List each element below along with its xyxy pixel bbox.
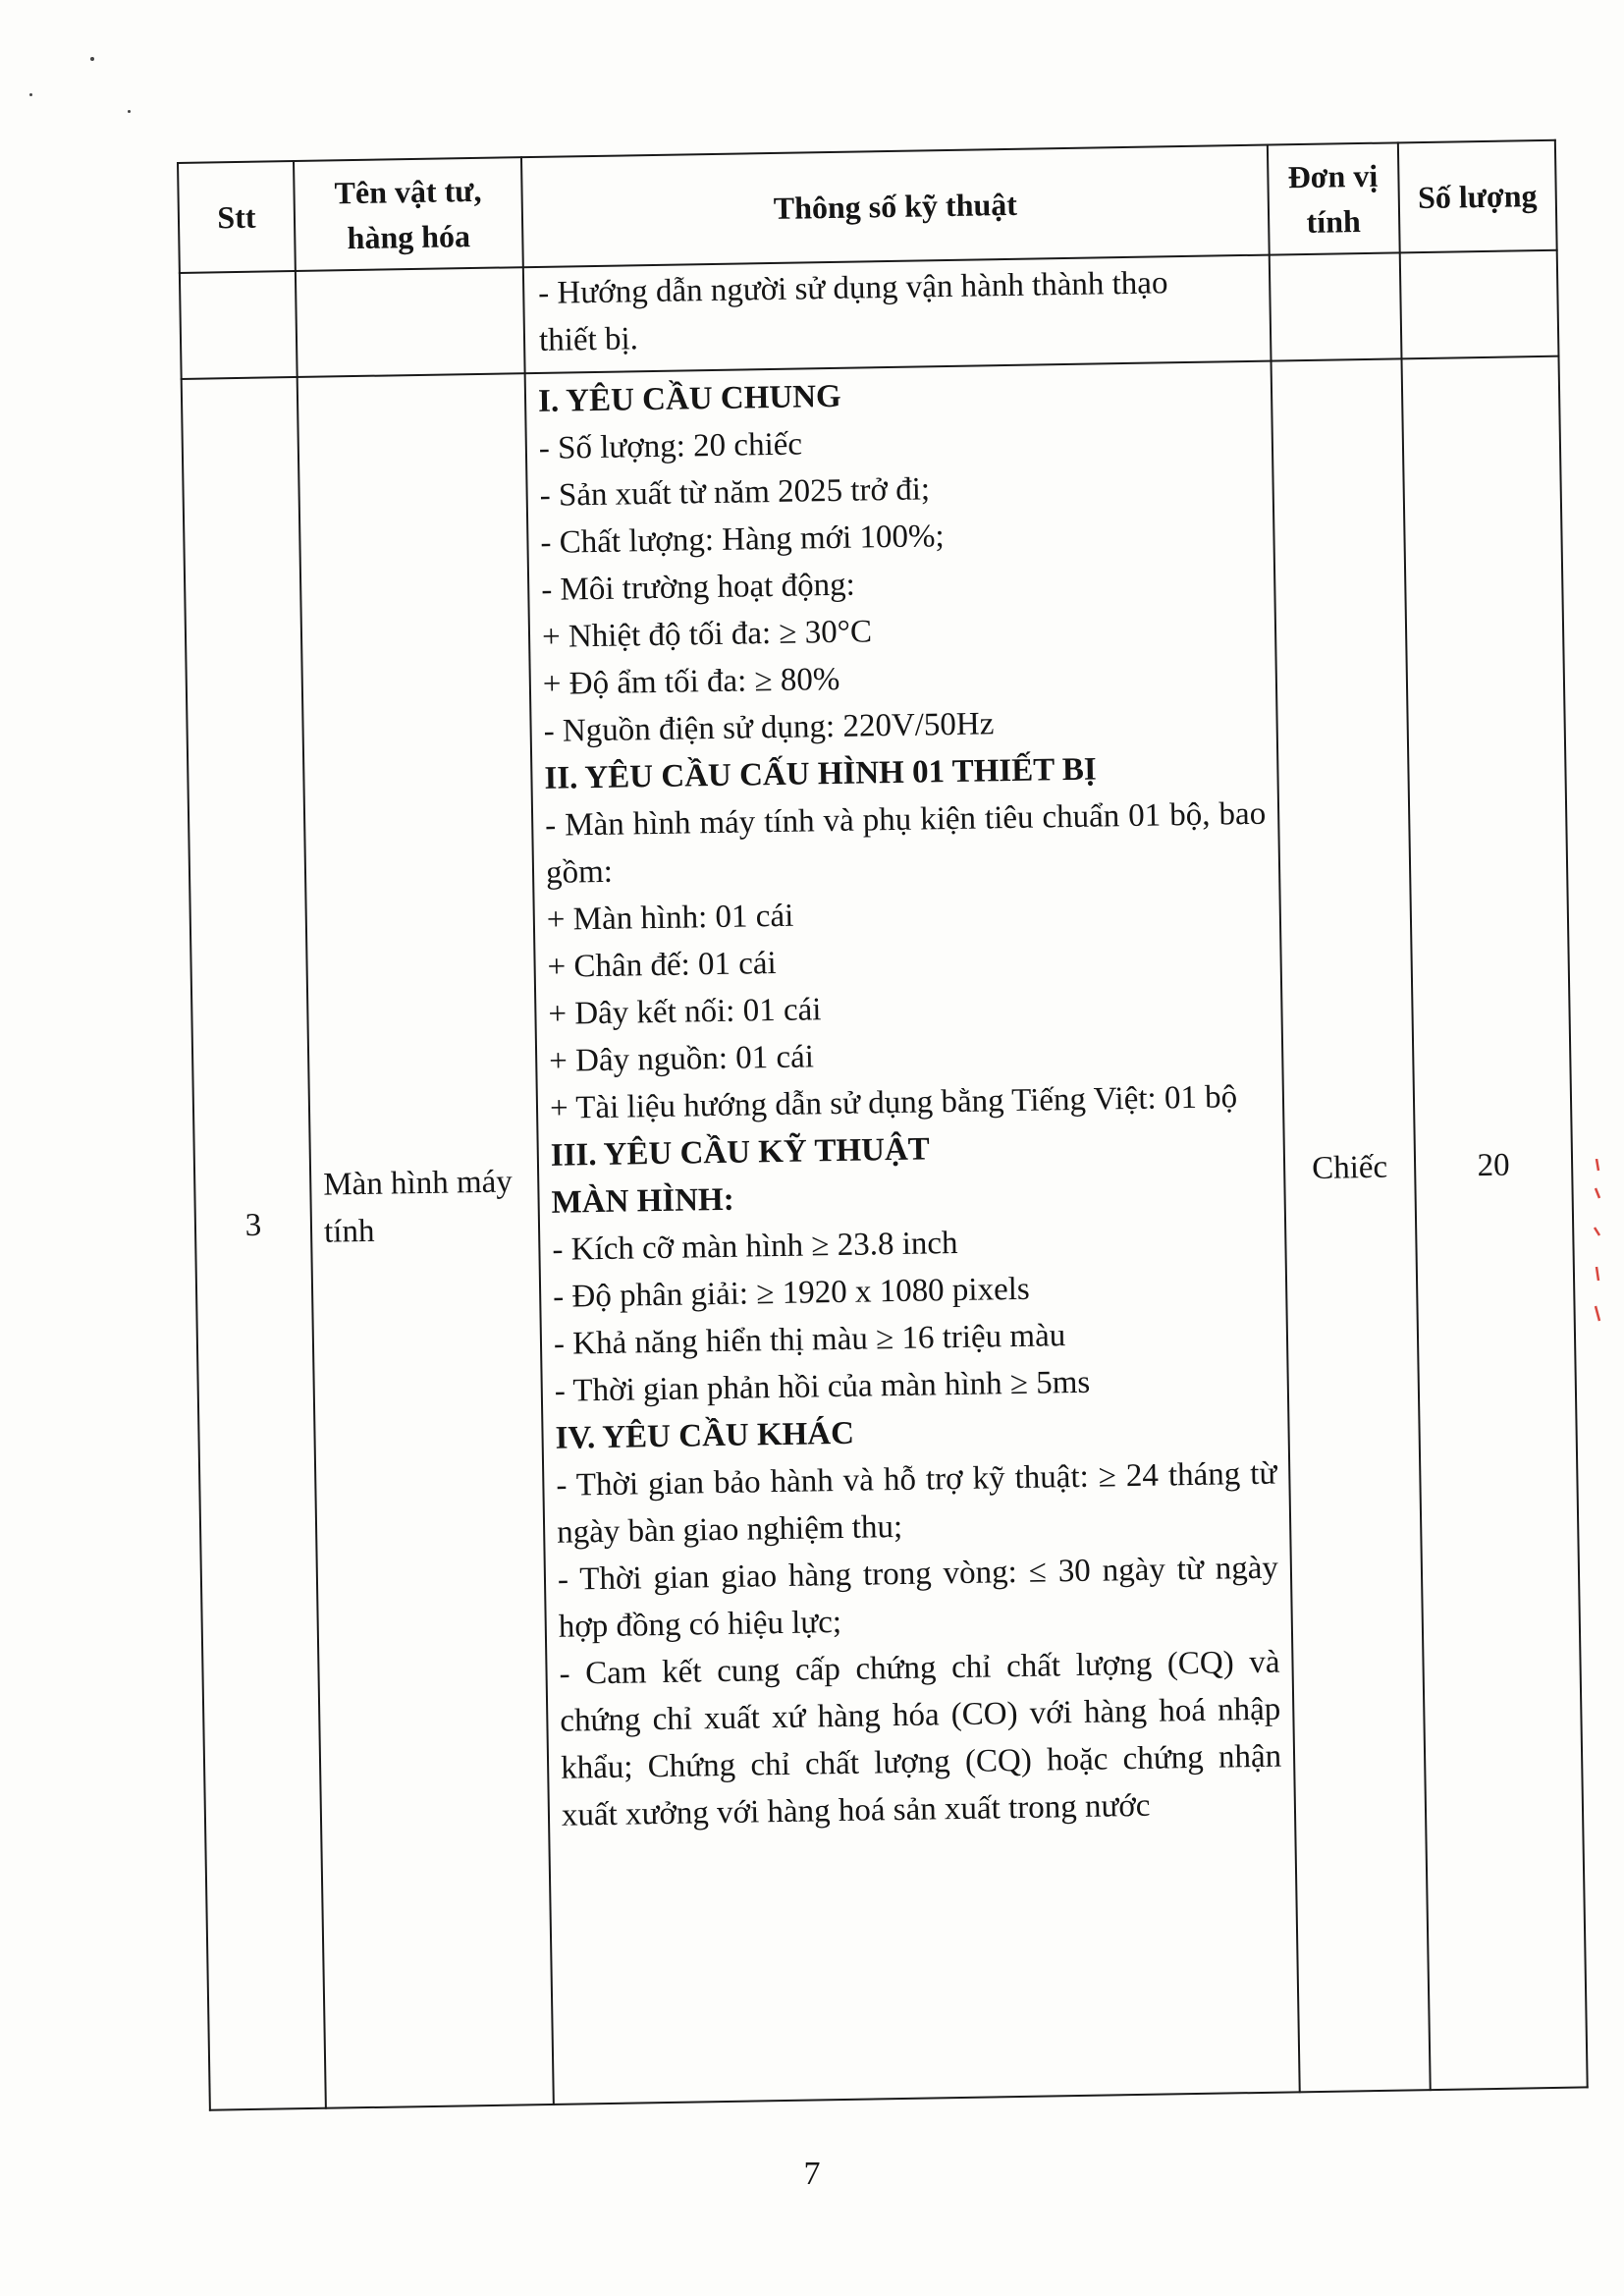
col-divider-unit [1397, 141, 1432, 2091]
header-name: Tên vật tư, hàng hóa [334, 172, 482, 256]
header-stt: Stt [217, 198, 256, 236]
table-left-border [177, 162, 211, 2111]
spec-line: - Màn hình máy tính và phụ kiện tiêu chuẩn 01 bộ, bao gồm: [544, 795, 1267, 891]
item-spec-cell [538, 366, 1283, 1839]
spec-line: + Màn hình: 01 cái [546, 898, 794, 938]
spec-section-heading: MÀN HÌNH: [551, 1181, 734, 1221]
spec-line: - Kích cỡ màn hình ≥ 23.8 inch [552, 1225, 958, 1268]
header-qty: Số lượng [1417, 178, 1538, 216]
spec-line: + Độ ẩm tối đa: ≥ 80% [542, 661, 840, 702]
spec-line: - Chất lượng: Hàng mới 100%; [540, 519, 945, 561]
item-qty: 20 [1477, 1147, 1510, 1184]
spec-line: - Thời gian bảo hành và hỗ trợ kỹ thuật: ≥ 24 tháng từ ngày bàn giao nghiệm thu; [556, 1455, 1277, 1551]
continuation-line: thiết bị. [538, 321, 639, 358]
spec-line: + Chân đế: 01 cái [547, 945, 777, 985]
spec-line: - Nguồn điện sử dụng: 220V/50Hz [543, 706, 995, 749]
spec-line: - Cam kết cung cấp chứng chỉ chất lượng (CQ) và chứng chỉ xuất xứ hàng hóa (CO) với hàng hoá nhập khẩu; Chứng chỉ chất lượng (CQ) hoặc chứng nhận xuất xưởng với hàng hoá sản xuất trong nước [559, 1644, 1282, 1833]
item-unit: Chiếc [1311, 1149, 1388, 1186]
spec-line: + Nhiệt độ tối đa: ≥ 30°C [541, 614, 873, 655]
header-unit: Đơn vị tính [1287, 157, 1379, 240]
spec-line: + Dây kết nối: 01 cái [548, 992, 822, 1032]
bleed-through-mark [1591, 1159, 1604, 1336]
header-spec: Thông số kỹ thuật [773, 186, 1018, 226]
spec-line: + Tài liệu hướng dẫn sử dụng bằng Tiếng Việt: 01 bộ [549, 1079, 1238, 1126]
spec-table [177, 139, 1589, 2111]
spec-section-heading: III. YÊU CẦU KỸ THUẬT [550, 1131, 931, 1174]
continuation-line: - Hướng dẫn người sử dụng vận hành thành thạo [537, 265, 1168, 311]
col-divider-stt [293, 160, 327, 2109]
spec-section-heading: IV. YÊU CẦU KHÁC [555, 1415, 855, 1456]
spec-line: - Số lượng: 20 chiếc [538, 426, 803, 466]
spec-section-heading: I. YÊU CẦU CHUNG [537, 378, 841, 419]
spec-line: + Dây nguồn: 01 cái [548, 1039, 815, 1079]
scan-speck [128, 110, 131, 113]
spec-line: - Độ phân giải: ≥ 1920 x 1080 pixels [552, 1271, 1031, 1315]
table-right-border [1554, 139, 1589, 2089]
scan-speck [29, 93, 32, 96]
spec-line: - Thời gian phản hồi của màn hình ≥ 5ms [554, 1364, 1091, 1409]
continuation-cell [538, 258, 1256, 364]
scan-speck [90, 57, 94, 61]
spec-line: - Môi trường hoạt động: [540, 567, 856, 608]
spec-line: - Sản xuất từ năm 2025 trở đi; [539, 471, 931, 514]
item-name: Màn hình máy tính [322, 1164, 514, 1250]
spec-section-heading: II. YÊU CẦU CẤU HÌNH 01 THIẾT BỊ [544, 751, 1098, 796]
spec-line: - Thời gian giao hàng trong vòng: ≤ 30 ngày từ ngày hợp đồng có hiệu lực; [557, 1550, 1279, 1645]
table-bottom-border [209, 2086, 1589, 2110]
item-stt: 3 [244, 1207, 262, 1243]
page-number: 7 [803, 2156, 821, 2192]
spec-line: - Khả năng hiển thị màu ≥ 16 triệu màu [553, 1318, 1066, 1362]
